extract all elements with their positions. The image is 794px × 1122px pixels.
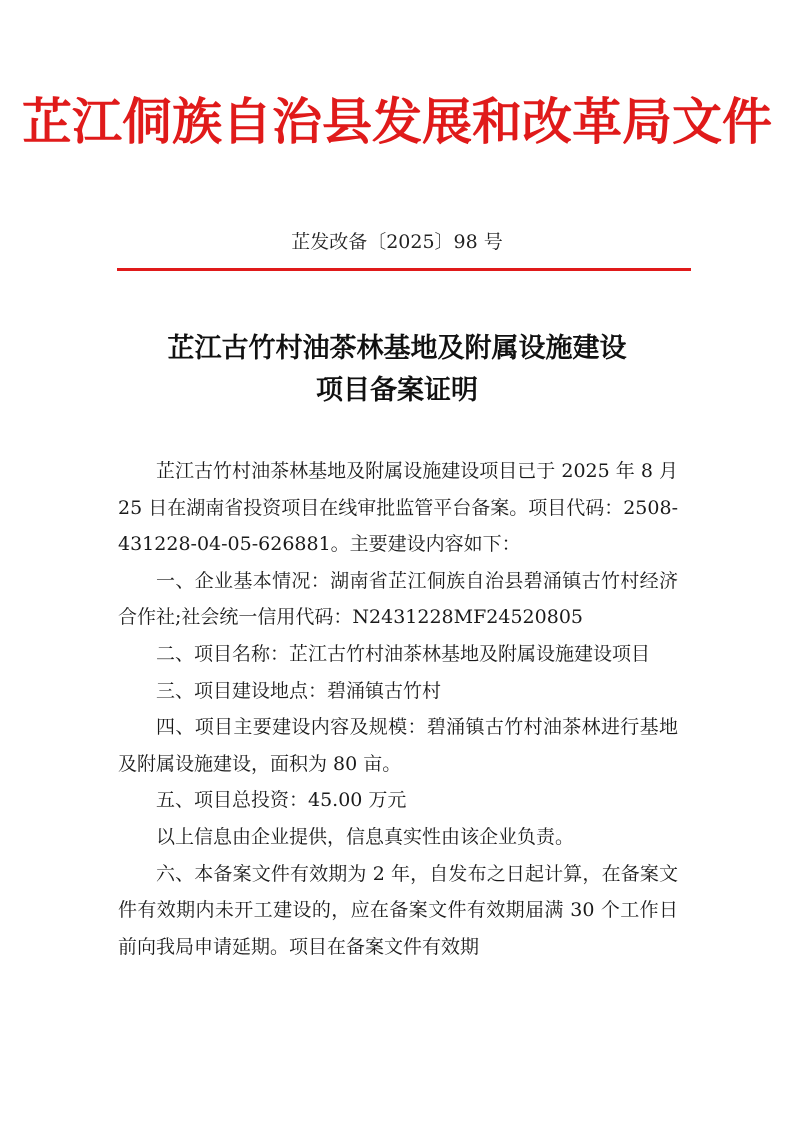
- body-paragraph-intro: 芷江古竹村油茶林基地及附属设施建设项目已于 2025 年 8 月 25 日在湖南省投资项目在线审批监管平台备案。项目代码：2508-431228-04-05-626881。主要建设内容如下：: [118, 460, 678, 556]
- body-paragraph-investment: 五、项目总投资：45.00 万元: [156, 789, 407, 812]
- body-paragraph-scope: 四、项目主要建设内容及规模：碧涌镇古竹村油茶林进行基地及附属设施建设，面积为 80 亩。: [118, 716, 678, 775]
- body-paragraph-enterprise-info: 一、企业基本情况：湖南省芷江侗族自治县碧涌镇古竹村经济合作社;社会统一信用代码：N2431228MF24520805: [118, 569, 678, 629]
- body-paragraph-location: 三、项目建设地点：碧涌镇古竹村: [156, 679, 442, 702]
- body-paragraph-project-name: 二、项目名称：芷江古竹村油茶林基地及附属设施建设项目: [156, 642, 651, 665]
- document-title-line-1: 芷江古竹村油茶林基地及附属设施建设: [167, 333, 627, 364]
- document-number: 芷发改备〔2025〕98 号: [291, 231, 503, 253]
- issuing-authority-header: 芷江侗族自治县发展和改革局文件: [22, 93, 772, 151]
- body-paragraph-disclaimer: 以上信息由企业提供，信息真实性由该企业负责。: [156, 825, 575, 848]
- body-paragraph-validity: 六、本备案文件有效期为 2 年，自发布之日起计算，在备案文件有效期内未开工建设的，应在备案文件有效期届满 30 个工作日前向我局申请延期。项目在备案文件有效期: [118, 862, 678, 958]
- document-title-line-2: 项目备案证明: [316, 375, 478, 406]
- document-body: [118, 453, 678, 965]
- red-divider-line: [117, 268, 691, 271]
